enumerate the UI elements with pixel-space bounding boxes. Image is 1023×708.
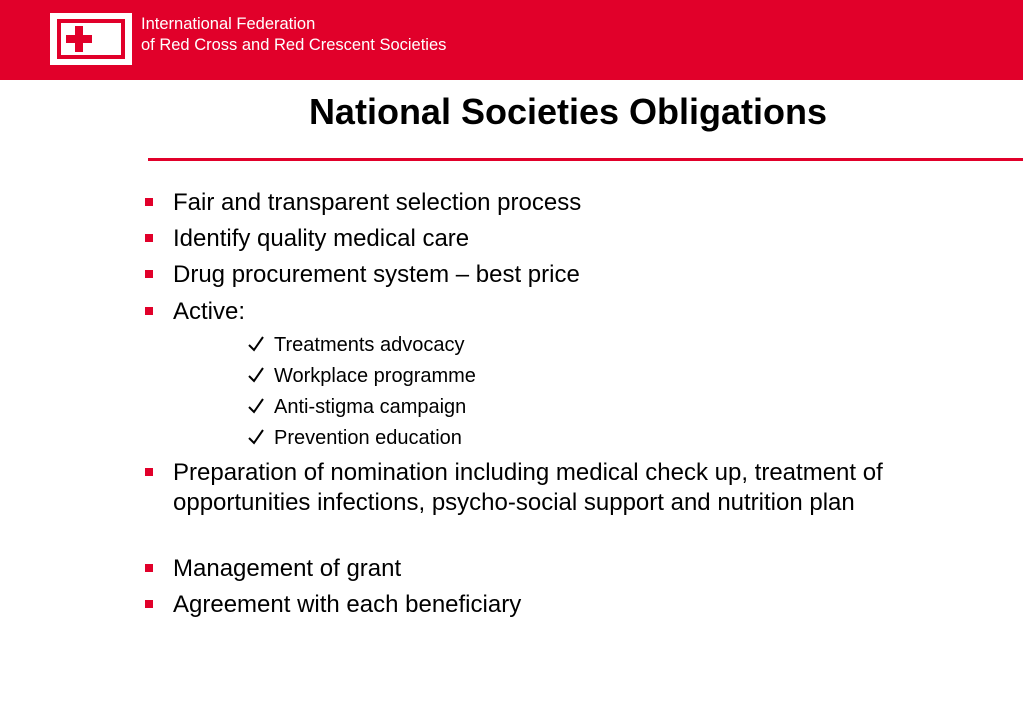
checkmark-icon (247, 364, 265, 386)
square-bullet-icon (145, 468, 153, 476)
square-bullet-icon (145, 564, 153, 572)
title-divider (148, 158, 1023, 161)
organization-name (141, 14, 446, 56)
bullet-text: Active: (173, 298, 246, 325)
bullet-text: Agreement with each beneficiary (173, 591, 522, 618)
organization-name-line1: International Federation (141, 15, 316, 33)
sub-bullet-text: Prevention education (274, 427, 462, 449)
logo-emblem-icon (52, 15, 130, 63)
checkmark-icon (247, 333, 265, 355)
bullet-text: Drug procurement system – best price (173, 261, 580, 288)
checkmark-icon (247, 395, 265, 417)
organization-name-line2: of Red Cross and Red Crescent Societies (141, 36, 447, 54)
square-bullet-icon (145, 270, 153, 278)
bullet-text: Identify quality medical care (173, 225, 470, 252)
sub-bullet-text: Anti-stigma campaign (274, 396, 467, 418)
sub-bullet-text: Treatments advocacy (274, 334, 465, 356)
square-bullet-icon (145, 234, 153, 242)
bullet-text: Management of grant (173, 555, 402, 582)
square-bullet-icon (145, 600, 153, 608)
bullet-text: Preparation of nomination including medical check up, treatment of opportunities infections, psycho-social support and nutrition plan (173, 459, 883, 516)
checkmark-icon (247, 426, 265, 448)
header-bar (0, 0, 1023, 80)
bullet-text: Fair and transparent selection process (173, 189, 582, 216)
square-bullet-icon (145, 307, 153, 315)
red-cross-red-crescent-logo-icon (50, 13, 132, 65)
slide-title: National Societies Obligations (308, 91, 828, 132)
square-bullet-icon (145, 198, 153, 206)
sub-bullet-text: Workplace programme (274, 365, 476, 387)
